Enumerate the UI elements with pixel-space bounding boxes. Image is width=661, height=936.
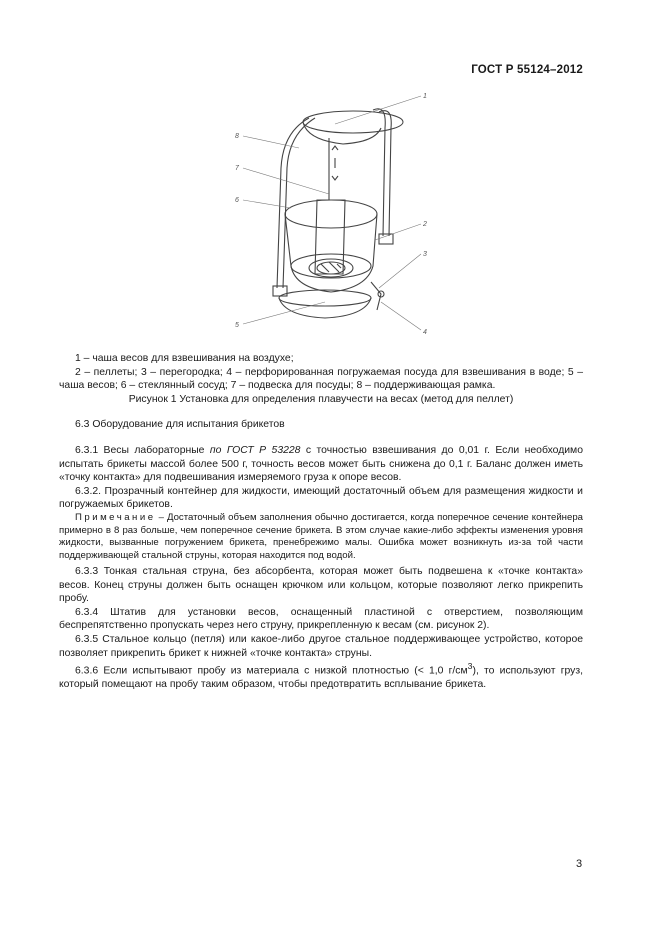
paragraph-6-3-1 [59, 444, 583, 485]
figure-label-4: 4 [423, 329, 427, 336]
p631-text-a: 6.3.1 Весы лабораторные [75, 445, 210, 456]
p631-text-b: с точностью взвешивания до 0,01 г. Если необходимо испытать брикеты массой более 500 г, точность весов может быть снижена до 0,1 г. Баланс должен иметь «точку контакта» для подвешивания измеряемого груза к опоре весов. [59, 445, 583, 484]
figure-label-5: 5 [235, 322, 239, 329]
figure-legend [59, 352, 583, 406]
paragraph-6-3-3: 6.3.3 Тонкая стальная струна, без абсорбента, которая может быть подвешена к «точке контакта» весов. Конец струны должен быть оснащен крючком или кольцом, которые позволяют легко прикрепить пробу. [59, 566, 583, 605]
paragraph-6-3-2: 6.3.2. Прозрачный контейнер для жидкости, имеющий достаточный объем для размещения жидкости и погружаемых брикетов. [59, 485, 583, 511]
note-text: – Достаточный объем заполнения обычно достигается, когда поперечное сечение контейнера примерно в 8 раз больше, чем поперечное сечение брикета. В этом случае какие-либо эффекты изменения уровня жидкости, вызванные погружением брикета, пренебрежимо малы. Ошибка может возникнуть из-за той части поддерживающей стальной струны, которая находится под водой. [59, 511, 583, 561]
apparatus-drawing [225, 88, 435, 340]
document-header: ГОСТ Р 55124–2012 [471, 64, 583, 76]
p636-text-a: 6.3.6 Если испытывают пробу из материала с низкой плотностью (< 1,0 г/см [75, 665, 468, 677]
section-body [59, 444, 583, 562]
p636-text-b: ), то используют груз, который помещают на пробу таким образом, чтобы предотвратить всплывание брикета. [59, 665, 584, 691]
figure-label-1: 1 [423, 93, 427, 100]
figure-label-6: 6 [235, 197, 239, 204]
paragraph-6-3-4: 6.3.4 Штатив для установки весов, оснащенный пластиной с отверстием, позволяющим беспрепятственно пропускать через него струну, прикрепленную к весам (см. рисунок 2). [59, 606, 583, 632]
paragraph-6-3-6 [59, 660, 583, 692]
figure-caption: Рисунок 1 Установка для определения плавучести на весах (метод для пеллет) [128, 393, 514, 405]
figure-label-3: 3 [423, 251, 427, 258]
figure-apparatus [225, 88, 435, 340]
figure-label-8: 8 [235, 133, 239, 140]
standard-reference: по ГОСТ Р 53228 [209, 445, 301, 456]
figure-label-7: 7 [235, 165, 239, 172]
note-label: Примечание [75, 511, 156, 523]
paragraph-6-3-5: 6.3.5 Стальное кольцо (петля) или какое-либо другое стальное поддерживающее устройство, которое позволяет прикрепить брикет к нижней «точке контакта» струны. [59, 633, 583, 659]
legend-line-1: 1 – чаша весов для взвешивания на воздухе; [75, 353, 294, 364]
page-number: 3 [576, 858, 583, 870]
section-title [59, 418, 583, 432]
section-heading: 6.3 Оборудование для испытания брикетов [75, 419, 285, 430]
note-paragraph [59, 512, 583, 562]
superscript-3: 3 [467, 661, 473, 672]
figure-label-2: 2 [423, 221, 427, 228]
legend-line-2: 2 – пеллеты; 3 – перегородка; 4 – перфорированная погружаемая посуда для взвешивания в воде; 5 – чаша весов; 6 – стеклянный сосуд; 7 – подвеска для посуды; 8 – поддерживающая рамка. [59, 366, 583, 392]
section-body-continued [59, 565, 583, 692]
